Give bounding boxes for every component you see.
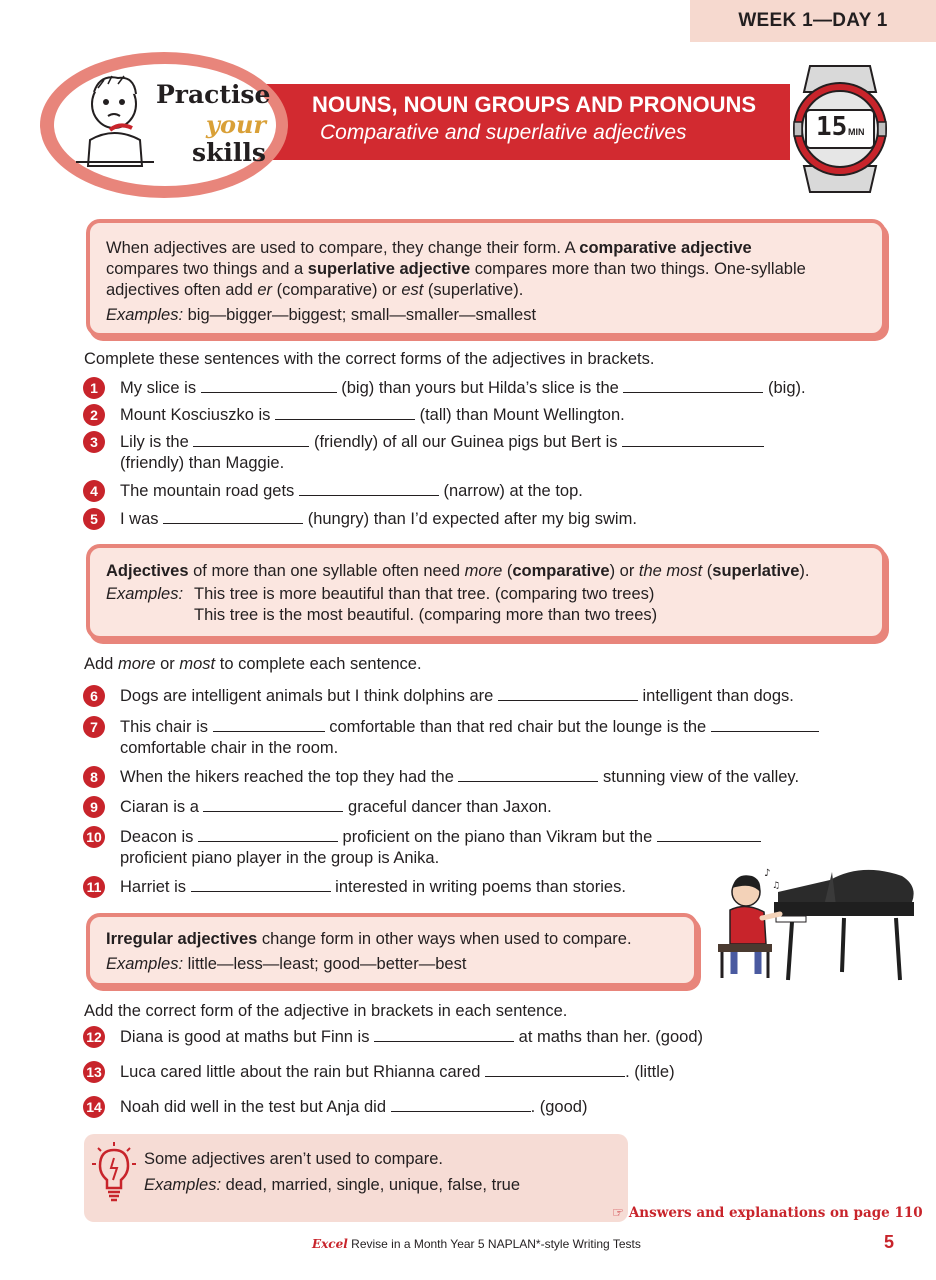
question-number: 11: [83, 876, 105, 898]
svg-text:♪: ♪: [764, 868, 771, 879]
question-text: My slice is: [120, 379, 201, 397]
question-number: 13: [83, 1061, 105, 1083]
tip-text: Some adjectives aren’t used to compare.: [144, 1150, 443, 1168]
page-number: 5: [884, 1232, 895, 1252]
answer-blank[interactable]: [203, 797, 343, 812]
comparative-info-box: [86, 219, 886, 337]
question-text: interested in writing poems than stories.: [330, 878, 626, 896]
footer-brand: Excel: [312, 1237, 348, 1251]
answer-blank[interactable]: [275, 405, 415, 420]
answer-blank[interactable]: [213, 717, 325, 732]
stopwatch-icon: [780, 60, 900, 196]
question-text: Luca cared little about the rain but Rhianna cared: [120, 1063, 486, 1081]
question-5: [120, 509, 890, 530]
question-11: [120, 877, 700, 898]
term-comparative: comparative: [512, 562, 610, 580]
question-text: comfortable than that red chair but the lounge is the: [324, 718, 711, 736]
question-number: 14: [83, 1096, 105, 1118]
answer-blank[interactable]: [201, 378, 337, 393]
question-number: 10: [83, 826, 105, 848]
question-text: intelligent than dogs.: [637, 687, 794, 705]
question-text: Diana is good at maths but Finn is: [120, 1028, 375, 1046]
question-text: at maths than her. (good): [514, 1028, 704, 1046]
answer-blank[interactable]: [299, 481, 439, 496]
badge-word-skills: skills: [192, 138, 266, 167]
banner-subtitle: Comparative and superlative adjectives: [320, 121, 687, 144]
answer-blank[interactable]: [191, 877, 331, 892]
thinking-boy-illustration: [70, 70, 160, 170]
question-text: Noah did well in the test but Anja did: [120, 1098, 391, 1116]
question-text: graceful dancer than Jaxon.: [343, 798, 552, 816]
irregular-info-box: [86, 913, 698, 987]
suffix-est: est: [401, 281, 424, 299]
question-text: . (little): [625, 1063, 675, 1081]
question-text: This chair is: [120, 718, 213, 736]
question-9: [120, 797, 890, 818]
example-sentence: This tree is the most beautiful. (comparing more than two trees): [194, 606, 658, 624]
info-text: ) or: [609, 562, 639, 580]
question-number: 3: [83, 431, 105, 453]
question-13: [120, 1062, 890, 1083]
answer-blank[interactable]: [193, 432, 309, 447]
info-text: compares two things and a: [106, 260, 308, 278]
instruction-2: [84, 655, 422, 674]
question-text: . (good): [530, 1098, 588, 1116]
term-superlative: superlative: [712, 562, 800, 580]
question-text: (friendly) of all our Guinea pigs but Bert is: [309, 433, 623, 451]
question-number: 7: [83, 716, 105, 738]
example-sentence: This tree is more beautiful than that tree. (comparing two trees): [194, 585, 655, 603]
word-most: most: [179, 655, 216, 673]
info-text: (: [502, 562, 513, 580]
question-text: comfortable chair in the room.: [120, 739, 339, 757]
examples-label: Examples:: [144, 1176, 222, 1194]
term-adjectives: Adjectives: [106, 562, 189, 580]
question-6: [120, 686, 890, 707]
question-text: Lily is the: [120, 433, 194, 451]
answer-blank[interactable]: [198, 827, 338, 842]
timer-minutes: 15: [816, 112, 848, 142]
info-text: of more than one syllable often need: [188, 562, 465, 580]
question-text: proficient on the piano than Vikram but the: [337, 828, 657, 846]
question-text: Harriet is: [120, 878, 191, 896]
answer-blank[interactable]: [622, 432, 764, 447]
boy-at-piano-illustration: [712, 862, 924, 986]
question-number: 2: [83, 404, 105, 426]
question-14: [120, 1097, 890, 1118]
examples-label: Examples:: [106, 585, 184, 603]
question-number: 6: [83, 685, 105, 707]
examples-text: big—bigger—biggest; small—smaller—smallest: [183, 306, 537, 324]
question-number: 12: [83, 1026, 105, 1048]
question-number: 5: [83, 508, 105, 530]
question-text: Mount Kosciuszko is: [120, 406, 275, 424]
question-text: (friendly) than Maggie.: [120, 454, 285, 472]
term-irregular-adjectives: Irregular adjectives: [106, 930, 258, 948]
examples-text: little—less—least; good—better—best: [183, 955, 467, 973]
badge-word-your: your: [206, 110, 267, 139]
question-12: [120, 1027, 890, 1048]
answer-blank[interactable]: [458, 767, 598, 782]
term-superlative-adjective: superlative adjective: [307, 260, 471, 278]
term-comparative-adjective: comparative adjective: [579, 239, 752, 257]
info-text: change form in other ways when used to compare.: [257, 930, 632, 948]
word-more: more: [464, 562, 503, 580]
lightbulb-icon: [92, 1140, 136, 1204]
answer-blank[interactable]: [498, 686, 638, 701]
question-text: (big) than yours but Hilda’s slice is the: [336, 379, 624, 397]
question-text: Dogs are intelligent animals but I think dolphins are: [120, 687, 498, 705]
examples-text: dead, married, single, unique, false, true: [221, 1176, 521, 1194]
question-7: [120, 717, 890, 759]
answer-blank[interactable]: [374, 1027, 514, 1042]
banner-title: NOUNS, NOUN GROUPS AND PRONOUNS: [312, 92, 757, 117]
word-more: more: [117, 655, 156, 673]
info-text: When adjectives are used to compare, they change their form. A: [106, 239, 580, 257]
week-day-label: WEEK 1—DAY 1: [738, 10, 888, 31]
question-text: Deacon is: [120, 828, 198, 846]
info-text: adjectives often add: [106, 281, 258, 299]
info-text: compares more than two things. One-syllable: [470, 260, 806, 278]
answer-blank[interactable]: [391, 1097, 531, 1112]
answer-blank[interactable]: [163, 509, 303, 524]
examples-label: Examples:: [106, 955, 184, 973]
instruction-text: or: [155, 655, 180, 673]
answer-blank[interactable]: [623, 378, 763, 393]
info-text: (superlative).: [423, 281, 524, 299]
timer-unit: MIN: [848, 127, 865, 137]
question-3: [120, 432, 890, 474]
badge-word-practise: Practise: [156, 80, 271, 109]
multi-syllable-info-box: [86, 544, 886, 640]
examples-label: Examples:: [106, 306, 184, 324]
instruction-text: Add: [84, 655, 118, 673]
info-text: (: [702, 562, 713, 580]
instruction-1: Complete these sentences with the correct forms of the adjectives in brackets.: [84, 350, 655, 368]
word-the-most: the most: [638, 562, 703, 580]
info-text: ).: [799, 562, 810, 580]
svg-text:♫: ♫: [772, 881, 781, 891]
question-text: Ciaran is a: [120, 798, 204, 816]
question-number: 4: [83, 480, 105, 502]
week-day-tab: [690, 0, 936, 42]
question-text: proficient piano player in the group is Anika.: [120, 849, 440, 867]
pointing-hand-icon: ☞: [612, 1205, 625, 1221]
info-text: (comparative) or: [272, 281, 402, 299]
footer: [312, 1237, 641, 1251]
question-4: [120, 481, 890, 502]
question-1: [120, 378, 890, 399]
answer-blank[interactable]: [485, 1062, 625, 1077]
answers-note-text: Answers and explanations on page 110: [628, 1205, 923, 1221]
question-text: I was: [120, 510, 164, 528]
question-text: When the hikers reached the top they had the: [120, 768, 459, 786]
question-text: (narrow) at the top.: [438, 482, 583, 500]
instruction-3: Add the correct form of the adjective in brackets in each sentence.: [84, 1002, 568, 1020]
question-text: (hungry) than I’d expected after my big swim.: [303, 510, 637, 528]
question-text: (tall) than Mount Wellington.: [414, 406, 625, 424]
question-number: 8: [83, 766, 105, 788]
question-text: The mountain road gets: [120, 482, 299, 500]
question-text: stunning view of the valley.: [598, 768, 800, 786]
question-number: 9: [83, 796, 105, 818]
question-text: (big).: [763, 379, 806, 397]
question-8: [120, 767, 890, 788]
suffix-er: er: [257, 281, 273, 299]
answers-reference: [612, 1205, 923, 1221]
question-2: [120, 405, 890, 426]
instruction-text: to complete each sentence.: [215, 655, 422, 673]
answer-blank[interactable]: [657, 827, 761, 842]
answer-blank[interactable]: [711, 717, 819, 732]
question-number: 1: [83, 377, 105, 399]
tip-box: [84, 1134, 628, 1222]
footer-text: Revise in a Month Year 5 NAPLAN*-style Writing Tests: [347, 1237, 641, 1251]
